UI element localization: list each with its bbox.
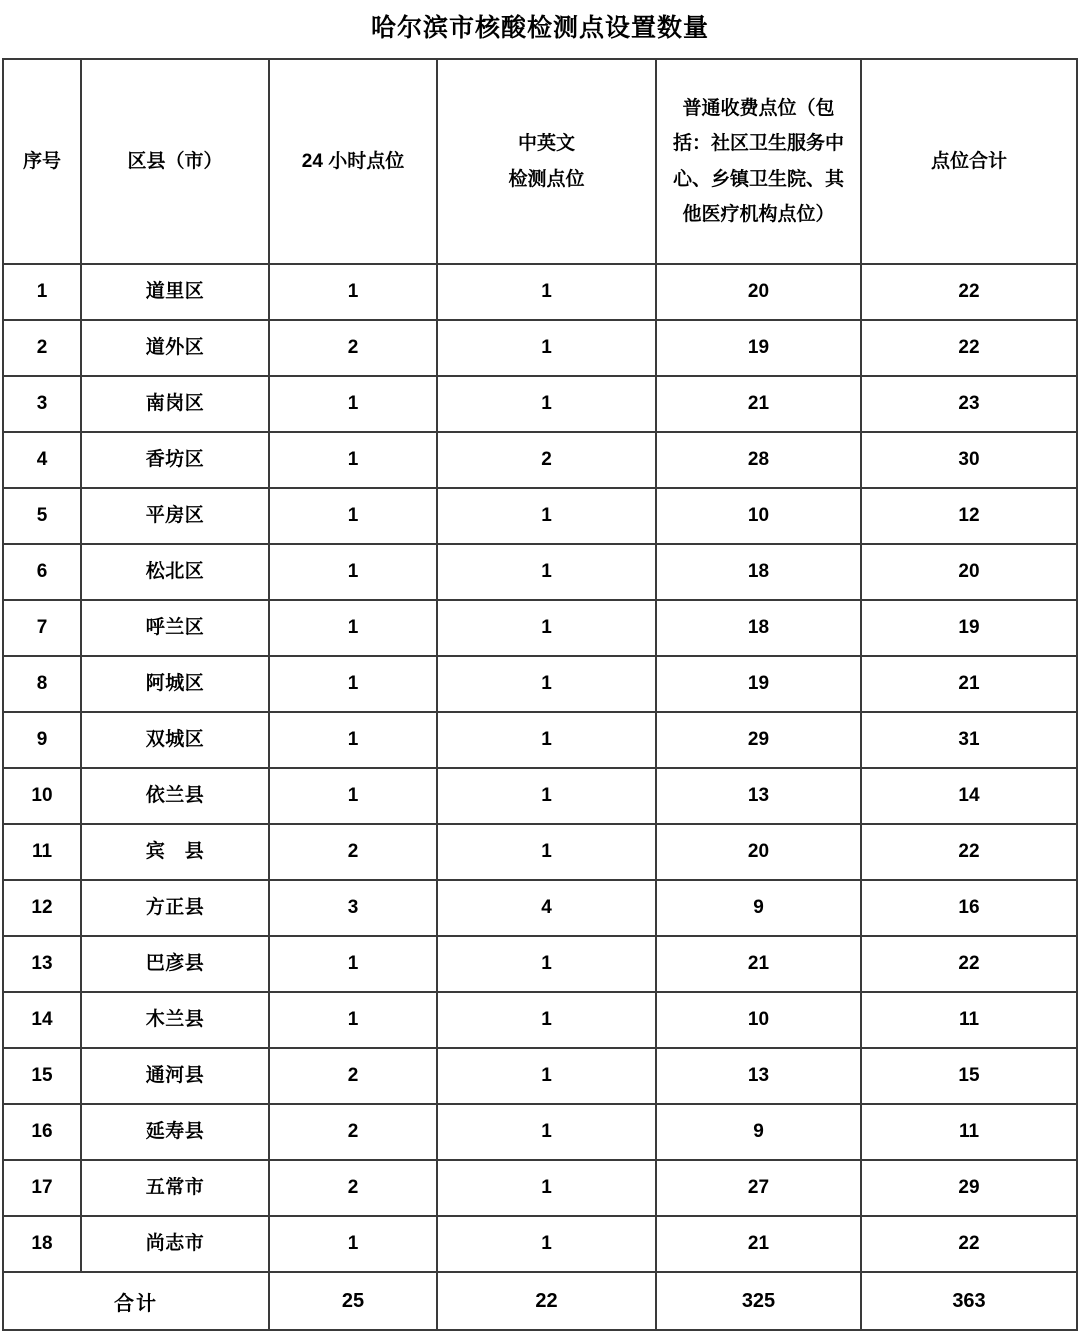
row-district-name: 宾 县 xyxy=(81,824,269,880)
row-index: 4 xyxy=(3,432,81,488)
row-paid-sites: 19 xyxy=(656,320,861,376)
bilingual-header-line-2: 检测点位 xyxy=(508,168,585,190)
paid-header-line-4: 他医疗机构点位） xyxy=(682,203,835,225)
row-24hour-sites: 3 xyxy=(269,880,437,936)
table-row xyxy=(3,432,1077,488)
row-index: 1 xyxy=(3,264,81,320)
row-paid-sites: 9 xyxy=(656,880,861,936)
row-index: 6 xyxy=(3,544,81,600)
table-total-row xyxy=(3,1272,1077,1330)
row-bilingual-sites: 1 xyxy=(437,824,656,880)
row-district-name: 延寿县 xyxy=(81,1104,269,1160)
table-body xyxy=(3,264,1077,1330)
row-bilingual-sites: 1 xyxy=(437,376,656,432)
row-district-name: 木兰县 xyxy=(81,992,269,1048)
row-district-name: 尚志市 xyxy=(81,1216,269,1272)
row-index: 18 xyxy=(3,1216,81,1272)
row-total-sites: 31 xyxy=(861,712,1077,768)
row-24hour-sites: 1 xyxy=(269,1216,437,1272)
row-paid-sites: 18 xyxy=(656,544,861,600)
row-total-sites: 20 xyxy=(861,544,1077,600)
table-row xyxy=(3,1048,1077,1104)
row-index: 17 xyxy=(3,1160,81,1216)
row-district-name: 通河县 xyxy=(81,1048,269,1104)
row-district-name: 松北区 xyxy=(81,544,269,600)
column-header-total-sites: 点位合计 xyxy=(861,59,1077,264)
row-total-sites: 14 xyxy=(861,768,1077,824)
row-24hour-sites: 1 xyxy=(269,656,437,712)
row-total-sites: 22 xyxy=(861,320,1077,376)
row-paid-sites: 10 xyxy=(656,992,861,1048)
table-row xyxy=(3,656,1077,712)
row-bilingual-sites: 1 xyxy=(437,544,656,600)
row-index: 5 xyxy=(3,488,81,544)
row-district-name: 南岗区 xyxy=(81,376,269,432)
row-24hour-sites: 2 xyxy=(269,824,437,880)
row-total-sites: 15 xyxy=(861,1048,1077,1104)
row-district-name: 阿城区 xyxy=(81,656,269,712)
row-24hour-sites: 1 xyxy=(269,712,437,768)
row-bilingual-sites: 1 xyxy=(437,712,656,768)
column-header-index: 序号 xyxy=(3,59,81,264)
row-index: 9 xyxy=(3,712,81,768)
row-bilingual-sites: 1 xyxy=(437,1160,656,1216)
row-paid-sites: 10 xyxy=(656,488,861,544)
row-total-sites: 23 xyxy=(861,376,1077,432)
row-district-name: 巴彦县 xyxy=(81,936,269,992)
total-row-label: 合计 xyxy=(3,1272,269,1330)
row-district-name: 双城区 xyxy=(81,712,269,768)
table-row xyxy=(3,1104,1077,1160)
row-paid-sites: 13 xyxy=(656,1048,861,1104)
row-24hour-sites: 1 xyxy=(269,600,437,656)
row-total-sites: 11 xyxy=(861,992,1077,1048)
row-index: 10 xyxy=(3,768,81,824)
row-24hour-sites: 2 xyxy=(269,1160,437,1216)
row-district-name: 五常市 xyxy=(81,1160,269,1216)
row-district-name: 呼兰区 xyxy=(81,600,269,656)
row-bilingual-sites: 1 xyxy=(437,936,656,992)
column-header-district: 区县（市） xyxy=(81,59,269,264)
table-row xyxy=(3,488,1077,544)
table-row xyxy=(3,824,1077,880)
table-container xyxy=(0,58,1080,1331)
total-all-sites: 363 xyxy=(861,1272,1077,1330)
row-index: 7 xyxy=(3,600,81,656)
table-row xyxy=(3,1216,1077,1272)
row-24hour-sites: 1 xyxy=(269,376,437,432)
row-bilingual-sites: 1 xyxy=(437,264,656,320)
row-paid-sites: 28 xyxy=(656,432,861,488)
total-24hour-sites: 25 xyxy=(269,1272,437,1330)
row-total-sites: 30 xyxy=(861,432,1077,488)
row-paid-sites: 18 xyxy=(656,600,861,656)
table-row xyxy=(3,768,1077,824)
row-24hour-sites: 1 xyxy=(269,544,437,600)
total-bilingual-sites: 22 xyxy=(437,1272,656,1330)
total-paid-sites: 325 xyxy=(656,1272,861,1330)
row-district-name: 道里区 xyxy=(81,264,269,320)
row-paid-sites: 29 xyxy=(656,712,861,768)
row-paid-sites: 9 xyxy=(656,1104,861,1160)
row-24hour-sites: 2 xyxy=(269,320,437,376)
row-total-sites: 16 xyxy=(861,880,1077,936)
table-row xyxy=(3,992,1077,1048)
row-index: 16 xyxy=(3,1104,81,1160)
row-bilingual-sites: 1 xyxy=(437,768,656,824)
row-bilingual-sites: 4 xyxy=(437,880,656,936)
row-index: 15 xyxy=(3,1048,81,1104)
column-header-paid-sites xyxy=(656,59,861,264)
column-header-24hour-sites: 24 小时点位 xyxy=(269,59,437,264)
bilingual-header-line-1: 中英文 xyxy=(517,133,575,155)
row-bilingual-sites: 1 xyxy=(437,1216,656,1272)
paid-header-line-1: 普通收费点位（包 xyxy=(682,98,835,120)
row-paid-sites: 21 xyxy=(656,376,861,432)
row-total-sites: 22 xyxy=(861,264,1077,320)
row-24hour-sites: 2 xyxy=(269,1048,437,1104)
row-24hour-sites: 1 xyxy=(269,936,437,992)
paid-header-line-2: 括：社区卫生服务中 xyxy=(672,133,844,155)
row-24hour-sites: 2 xyxy=(269,1104,437,1160)
row-paid-sites: 20 xyxy=(656,824,861,880)
row-bilingual-sites: 1 xyxy=(437,1048,656,1104)
testing-sites-table xyxy=(2,58,1078,1331)
row-total-sites: 11 xyxy=(861,1104,1077,1160)
row-bilingual-sites: 1 xyxy=(437,600,656,656)
row-index: 13 xyxy=(3,936,81,992)
row-district-name: 平房区 xyxy=(81,488,269,544)
row-24hour-sites: 1 xyxy=(269,432,437,488)
row-total-sites: 22 xyxy=(861,1216,1077,1272)
row-paid-sites: 21 xyxy=(656,936,861,992)
row-total-sites: 29 xyxy=(861,1160,1077,1216)
header-row xyxy=(3,59,1077,264)
table-row xyxy=(3,376,1077,432)
row-total-sites: 19 xyxy=(861,600,1077,656)
row-total-sites: 21 xyxy=(861,656,1077,712)
table-row xyxy=(3,320,1077,376)
row-24hour-sites: 1 xyxy=(269,768,437,824)
row-bilingual-sites: 1 xyxy=(437,1104,656,1160)
row-24hour-sites: 1 xyxy=(269,992,437,1048)
row-24hour-sites: 1 xyxy=(269,488,437,544)
row-district-name: 道外区 xyxy=(81,320,269,376)
row-index: 8 xyxy=(3,656,81,712)
row-paid-sites: 27 xyxy=(656,1160,861,1216)
column-header-bilingual-sites xyxy=(437,59,656,264)
table-row xyxy=(3,936,1077,992)
row-district-name: 依兰县 xyxy=(81,768,269,824)
row-bilingual-sites: 1 xyxy=(437,488,656,544)
row-bilingual-sites: 1 xyxy=(437,656,656,712)
row-paid-sites: 20 xyxy=(656,264,861,320)
row-index: 3 xyxy=(3,376,81,432)
table-row xyxy=(3,880,1077,936)
row-paid-sites: 19 xyxy=(656,656,861,712)
table-header xyxy=(3,59,1077,264)
row-bilingual-sites: 2 xyxy=(437,432,656,488)
row-index: 11 xyxy=(3,824,81,880)
row-paid-sites: 21 xyxy=(656,1216,861,1272)
paid-header-line-3: 心、乡镇卫生院、其 xyxy=(672,168,844,190)
row-district-name: 香坊区 xyxy=(81,432,269,488)
table-row xyxy=(3,544,1077,600)
row-total-sites: 22 xyxy=(861,824,1077,880)
row-total-sites: 12 xyxy=(861,488,1077,544)
row-index: 2 xyxy=(3,320,81,376)
table-row xyxy=(3,1160,1077,1216)
row-index: 12 xyxy=(3,880,81,936)
table-row xyxy=(3,600,1077,656)
row-bilingual-sites: 1 xyxy=(437,320,656,376)
row-total-sites: 22 xyxy=(861,936,1077,992)
table-row xyxy=(3,264,1077,320)
page-title: 哈尔滨市核酸检测点设置数量 xyxy=(370,14,709,42)
row-index: 14 xyxy=(3,992,81,1048)
table-row xyxy=(3,712,1077,768)
row-bilingual-sites: 1 xyxy=(437,992,656,1048)
row-24hour-sites: 1 xyxy=(269,264,437,320)
row-district-name: 方正县 xyxy=(81,880,269,936)
row-paid-sites: 13 xyxy=(656,768,861,824)
